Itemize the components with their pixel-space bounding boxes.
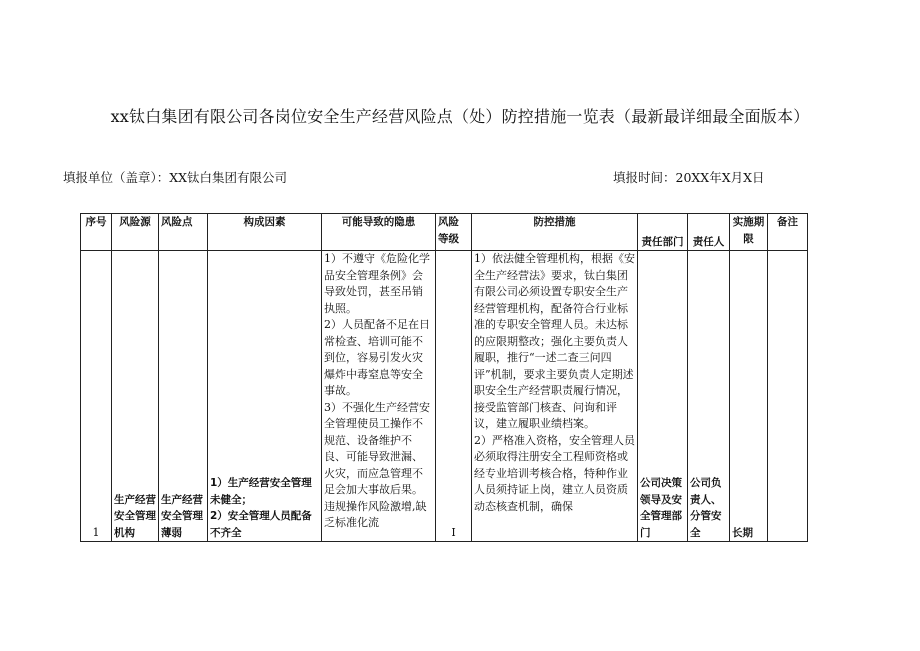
header-factors: 构成因素: [208, 214, 322, 251]
header-period: 实施期限: [730, 214, 768, 251]
factor-item: 1）生产经营安全管理未健全；: [210, 477, 312, 506]
header-level: 风险等级: [436, 214, 472, 251]
cell-measures: [472, 251, 638, 542]
header-source: 风险源: [112, 214, 159, 251]
cell-person: 公司负责人、分管安全: [688, 251, 730, 542]
cell-dept: 公司决策领导及安全管理部门: [638, 251, 688, 542]
header-point: 风险点: [159, 214, 208, 251]
header-measures: 防控措施: [472, 214, 638, 251]
risk-control-table: [80, 213, 808, 542]
cell-factors: [208, 251, 322, 542]
reporting-date: 填报时间：20XX年X月X日: [613, 170, 765, 185]
table-row: [81, 251, 808, 542]
table-header-row: [81, 214, 808, 251]
measure-item: 1）依法健全管理机构，根据《安全生产经营法》要求，钛白集团有限公司必须设置专职安全生产经营管理机构，配备符合行业标准的专职安全管理人员。未达标的应限期整改；强化主要负责人履职，推行“一述二查三问四评”机制，要求主要负责人定期述职安全生产经营职责履行情况，接受监管部门核查、问询和评议，建立履职业绩档案。: [474, 252, 635, 430]
cell-level: I: [436, 251, 472, 542]
reporting-unit: 填报单位（盖章）：XX钛白集团有限公司: [63, 170, 288, 185]
header-remark: 备注: [768, 214, 808, 251]
hazard-item: 3）不强化生产经营安全管理使员工操作不规范、设备维护不良、可能导致泄漏、火灾，而应急管理不足会加大事故后果。违规操作风险激增,缺乏标准化流: [324, 400, 430, 529]
header-dept: 责任部门: [638, 214, 688, 251]
cell-point: 生产经营安全管理薄弱: [159, 251, 208, 542]
header-person: 责任人: [688, 214, 730, 251]
cell-remark: [768, 251, 808, 542]
measure-item: 2）严格准入资格，安全管理人员必须取得注册安全工程师资格或经专业培训考核合格，特种作业人员须持证上岗，建立人员资质动态核查机制，确保: [474, 433, 635, 513]
cell-source: 生产经营安全管理机构: [112, 251, 159, 542]
cell-no: 1: [81, 251, 112, 542]
hazard-item: 1）不遵守《危险化学品安全管理条例》会导致处罚，甚至吊销执照。: [324, 252, 430, 315]
header-hazards: 可能导致的隐患: [322, 214, 436, 251]
factor-item: 2）安全管理人员配备不齐全: [210, 510, 312, 539]
document-title: xx钛白集团有限公司各岗位安全生产经营风险点（处）防控措施一览表（最新最详细最全面版本）: [110, 107, 810, 126]
cell-hazards: [322, 251, 436, 542]
cell-period: 长期: [730, 251, 768, 542]
hazard-item: 2）人员配备不足在日常检查、培训可能不到位，容易引发火灾爆炸中毒窒息等安全事故。: [324, 318, 430, 397]
header-no: 序号: [81, 214, 112, 251]
